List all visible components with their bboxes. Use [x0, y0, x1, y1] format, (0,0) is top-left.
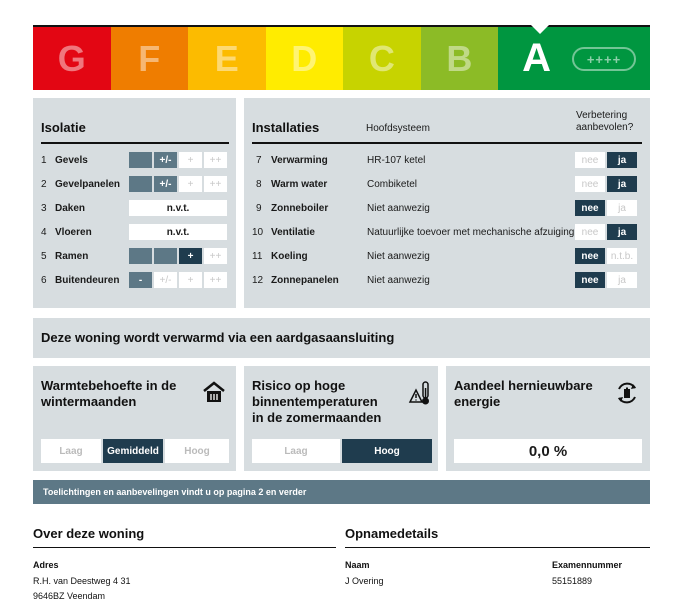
isolatie-scale: +/- + ++ [129, 152, 227, 168]
option-laag: Laag [41, 439, 101, 463]
adres-line-2: 9646BZ Veendam [33, 591, 106, 601]
grade-e: E [188, 27, 266, 90]
isolatie-row: 1 Gevels [41, 154, 88, 166]
over-woning-title: Over deze woning [33, 526, 145, 541]
installatie-row: 11 Koeling Niet aanwezig [252, 250, 430, 262]
examennummer-value: 55151889 [552, 576, 593, 586]
divider [41, 142, 229, 144]
installatie-row: 10 Ventilatie Natuurlijke toevoer met mechanische afzuiging [252, 226, 575, 238]
hernieuwbaar-title: Aandeel hernieuwbare energie [454, 378, 593, 409]
isolatie-row: 6 Buitendeuren [41, 274, 120, 286]
hernieuwbaar-value: 0,0 % [454, 439, 642, 463]
option-gemiddeld: Gemiddeld [103, 439, 163, 463]
installatie-row: 8 Warm water Combiketel [256, 178, 418, 190]
nee-option: nee [575, 152, 605, 168]
verbetering-header: Verbetering aanbevolen? [576, 110, 634, 133]
naam-label: Naam [345, 560, 370, 570]
warmtebehoefte-panel [33, 366, 236, 471]
naam-value: J Overing [345, 576, 384, 586]
installatie-row: 7 Verwarming HR-107 ketel [256, 154, 426, 166]
grade-f: F [111, 27, 189, 90]
hoofdsysteem-header: Hoofdsysteem [366, 123, 430, 134]
ntb-option: n.t.b. [607, 248, 637, 264]
house-heating-icon [201, 380, 227, 404]
nee-option: nee [575, 224, 605, 240]
risico-scale [252, 439, 432, 463]
option-hoog: Hoog [342, 439, 432, 463]
warmtebehoefte-title: Warmtebehoefte in de wintermaanden [41, 378, 177, 409]
isolatie-row: 5 Ramen [41, 250, 89, 262]
opname-title: Opnamedetails [345, 526, 439, 541]
option-hoog: Hoog [165, 439, 229, 463]
heating-statement-panel [33, 318, 650, 358]
active-grade-marker [531, 25, 549, 34]
thermometer-warning-icon [408, 380, 432, 406]
hernieuwbaar-panel [446, 366, 650, 471]
warmtebehoefte-scale [41, 439, 229, 463]
renewable-energy-icon [614, 380, 640, 406]
isolatie-scale: + ++ [129, 248, 227, 264]
energy-label-bar [33, 25, 650, 90]
divider [33, 547, 336, 548]
divider [345, 547, 650, 548]
isolatie-row: 2 Gevelpanelen [41, 178, 121, 190]
ja-option: ja [607, 272, 637, 288]
installaties-panel [244, 98, 650, 308]
grade-b: B [421, 27, 499, 90]
heating-statement: Deze woning wordt verwarmd via een aardgasaansluiting [41, 330, 395, 345]
isolatie-scale: - +/- + ++ [129, 272, 227, 288]
isolatie-scale: +/- + ++ [129, 176, 227, 192]
ja-option: ja [607, 176, 637, 192]
installaties-title: Installaties [252, 120, 320, 135]
grade-a-active: A ++++ [498, 27, 650, 90]
option-laag: Laag [252, 439, 340, 463]
risico-panel [244, 366, 438, 471]
grade-g: G [33, 27, 111, 90]
installatie-row: 12 Zonnepanelen Niet aanwezig [252, 274, 430, 286]
isolatie-row: 4 Vloeren [41, 226, 92, 238]
isolatie-row: 3 Daken [41, 202, 86, 214]
nee-option: nee [575, 272, 605, 288]
info-banner: Toelichtingen en aanbevelingen vindt u op pagina 2 en verder [33, 480, 650, 504]
divider [252, 142, 642, 144]
nee-option: nee [575, 248, 605, 264]
examennummer-label: Examennummer [552, 560, 623, 570]
plus-rating-pill: ++++ [572, 47, 636, 71]
adres-line-1: R.H. van Deestweg 4 31 [33, 576, 131, 586]
ja-option: ja [607, 152, 637, 168]
isolatie-panel [33, 98, 236, 308]
ja-option: ja [607, 224, 637, 240]
ja-option: ja [607, 200, 637, 216]
nee-option: nee [575, 200, 605, 216]
nvt-value: n.v.t. [129, 224, 227, 240]
isolatie-title: Isolatie [41, 120, 86, 135]
grade-c: C [343, 27, 421, 90]
nvt-value: n.v.t. [129, 200, 227, 216]
grade-d: D [266, 27, 344, 90]
adres-label: Adres [33, 560, 59, 570]
installatie-row: 9 Zonneboiler Niet aanwezig [256, 202, 430, 214]
risico-title: Risico op hoge binnentemperaturen in de zomermaanden [252, 378, 382, 425]
nee-option: nee [575, 176, 605, 192]
